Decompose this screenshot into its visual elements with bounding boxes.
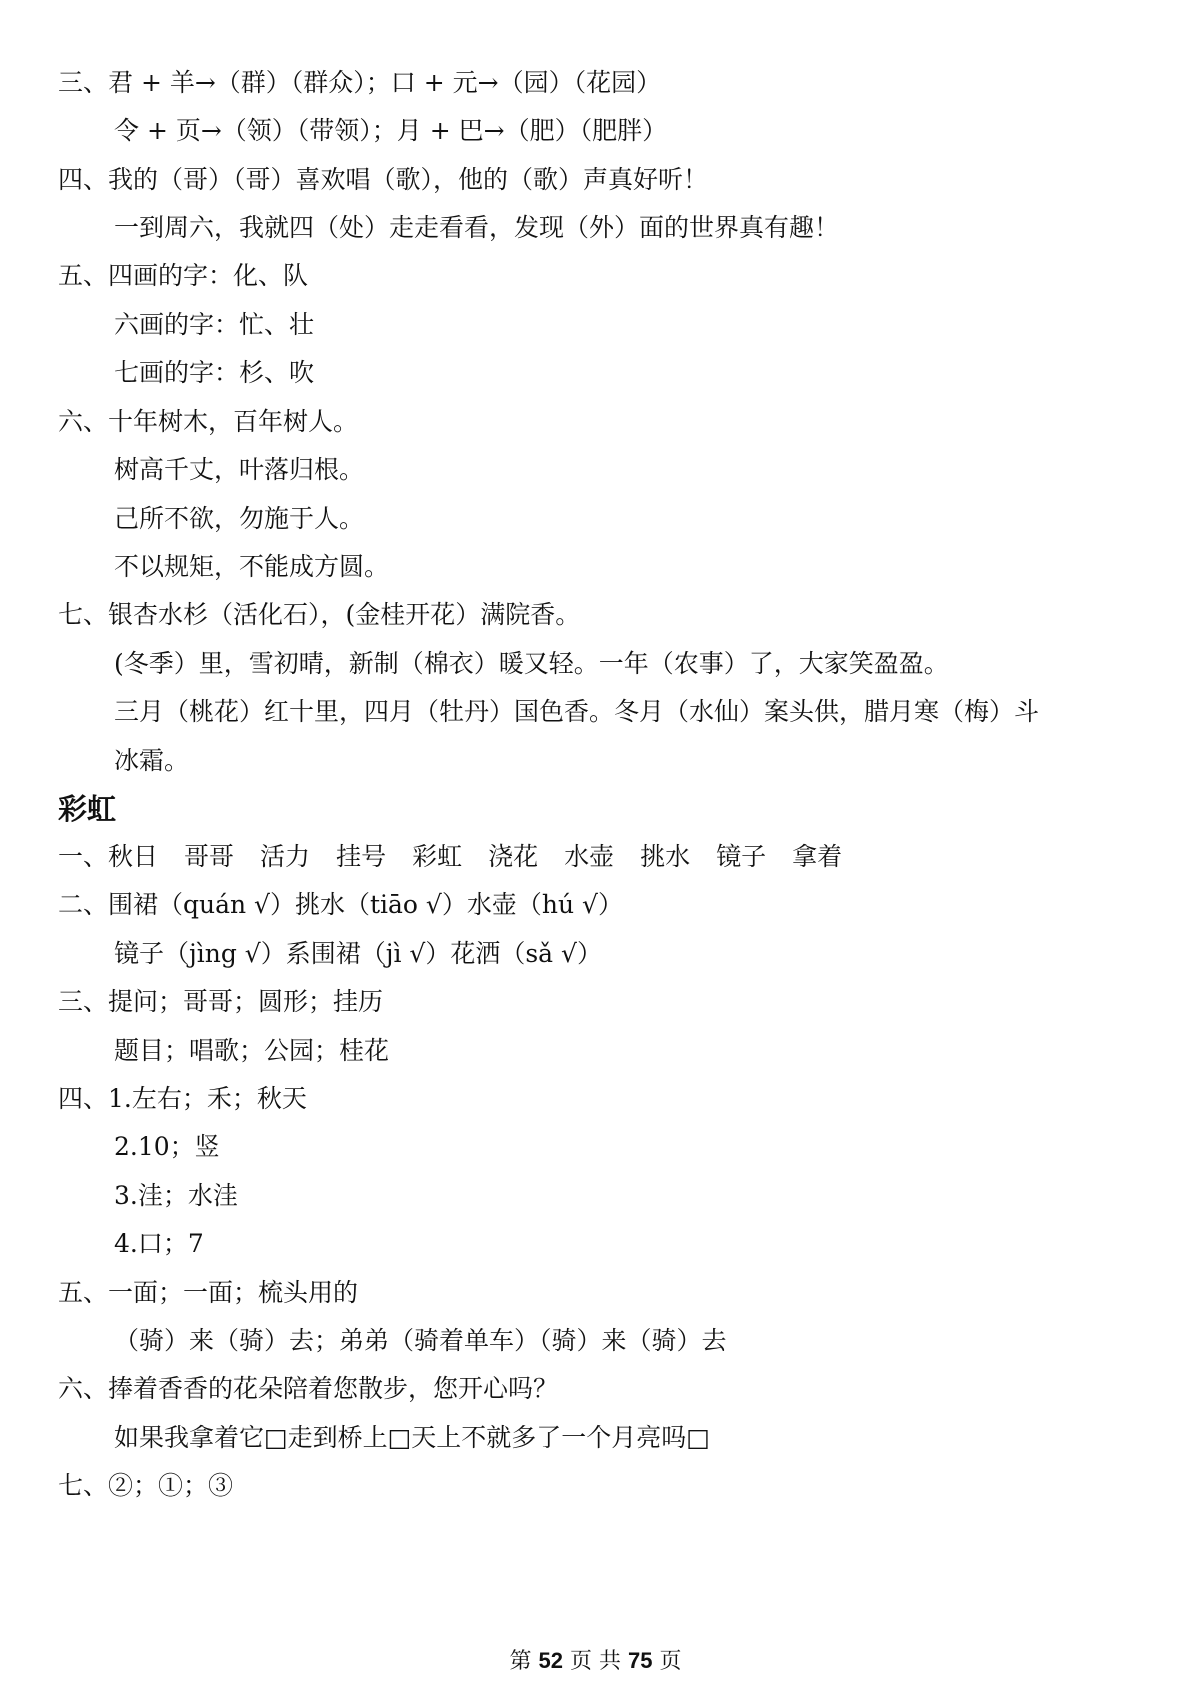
total-pages: 75 (628, 1648, 653, 1673)
answer-line: 六、十年树木，百年树人。 (58, 407, 359, 436)
footer-prefix: 第 (509, 1649, 532, 1674)
word-item: 哥哥 (184, 842, 235, 871)
answer-line: 六、捧着香香的花朵陪着您散步，您开心吗？ (58, 1374, 559, 1403)
answer-line: 六画的字：忙、壮 (114, 310, 315, 339)
answer-line: 七、②；①；③ (58, 1471, 234, 1500)
answer-line: 冰霜。 (114, 746, 190, 775)
word-list (58, 840, 1151, 874)
answer-line: 四、1.左右；禾；秋天 (58, 1084, 307, 1113)
answer-line: （骑）来（骑）去；弟弟（骑着单车）（骑）来（骑）去 (114, 1326, 727, 1355)
answer-line: 五、一面；一面；梳头用的 (58, 1278, 359, 1307)
word-item: 秋日 (108, 842, 159, 871)
answer-line: 不以规矩，不能成方圆。 (114, 552, 390, 581)
answer-line: 题目；唱歌；公园；桂花 (114, 1036, 390, 1065)
answer-line: 四、我的（哥）（哥）喜欢唱（歌），他的（歌）声真好听！ (58, 165, 709, 194)
answer-line: (冬季）里，雪初晴，新制（棉衣）暖又轻。一年（农事）了，大家笑盈盈。 (114, 649, 949, 678)
answer-line: 五、四画的字：化、队 (58, 261, 309, 290)
question-number: 一、 (58, 842, 109, 871)
page-footer (0, 1646, 1191, 1677)
answer-line: 己所不欲，勿施于人。 (114, 504, 365, 533)
word-item: 浇花 (488, 842, 539, 871)
answer-line: 树高千丈，叶落归根。 (114, 455, 365, 484)
answer-line: 2.10；竖 (114, 1132, 220, 1161)
answer-line: 三月（桃花）红十里，四月（牡丹）国色香。冬月（水仙）案头供，腊月寒（梅）斗 (114, 697, 1040, 726)
answer-line: 七画的字：杉、吹 (114, 358, 315, 387)
page-number: 52 (538, 1648, 563, 1673)
word-item: 拿着 (792, 842, 843, 871)
section-title: 彩虹 (58, 792, 117, 826)
word-item: 挂号 (336, 842, 387, 871)
word-item: 活力 (260, 842, 311, 871)
answer-line: 二、围裙（quán √）挑水（tiāo √）水壶（hú √） (58, 890, 623, 919)
answer-line: 一到周六，我就四（处）走走看看，发现（外）面的世界真有趣！ (114, 213, 840, 242)
answer-line: 三、提问；哥哥；圆形；挂历 (58, 987, 384, 1016)
answer-line: 如果我拿着它□走到桥上□天上不就多了一个月亮吗□ (114, 1423, 710, 1452)
answer-line: 七、银杏水杉（活化石），(金桂开花）满院香。 (58, 600, 581, 629)
word-item: 水壶 (564, 842, 615, 871)
word-item: 彩虹 (412, 842, 463, 871)
footer-middle: 页 共 (570, 1649, 621, 1674)
word-item: 镜子 (716, 842, 767, 871)
answer-line: 3.洼；水洼 (114, 1181, 238, 1210)
answer-line: 4.口；7 (114, 1229, 204, 1258)
word-item: 挑水 (640, 842, 691, 871)
answer-line: 令 + 页→（领）（带领）；月 + 巴→（肥）（肥胖） (114, 116, 668, 145)
answer-line: 三、君 + 羊→（群）（群众）；口 + 元→（园）（花园） (58, 68, 662, 97)
answer-line: 镜子（jìng √）系围裙（jì √）花洒（sǎ √） (114, 939, 602, 968)
footer-suffix: 页 (659, 1649, 682, 1674)
